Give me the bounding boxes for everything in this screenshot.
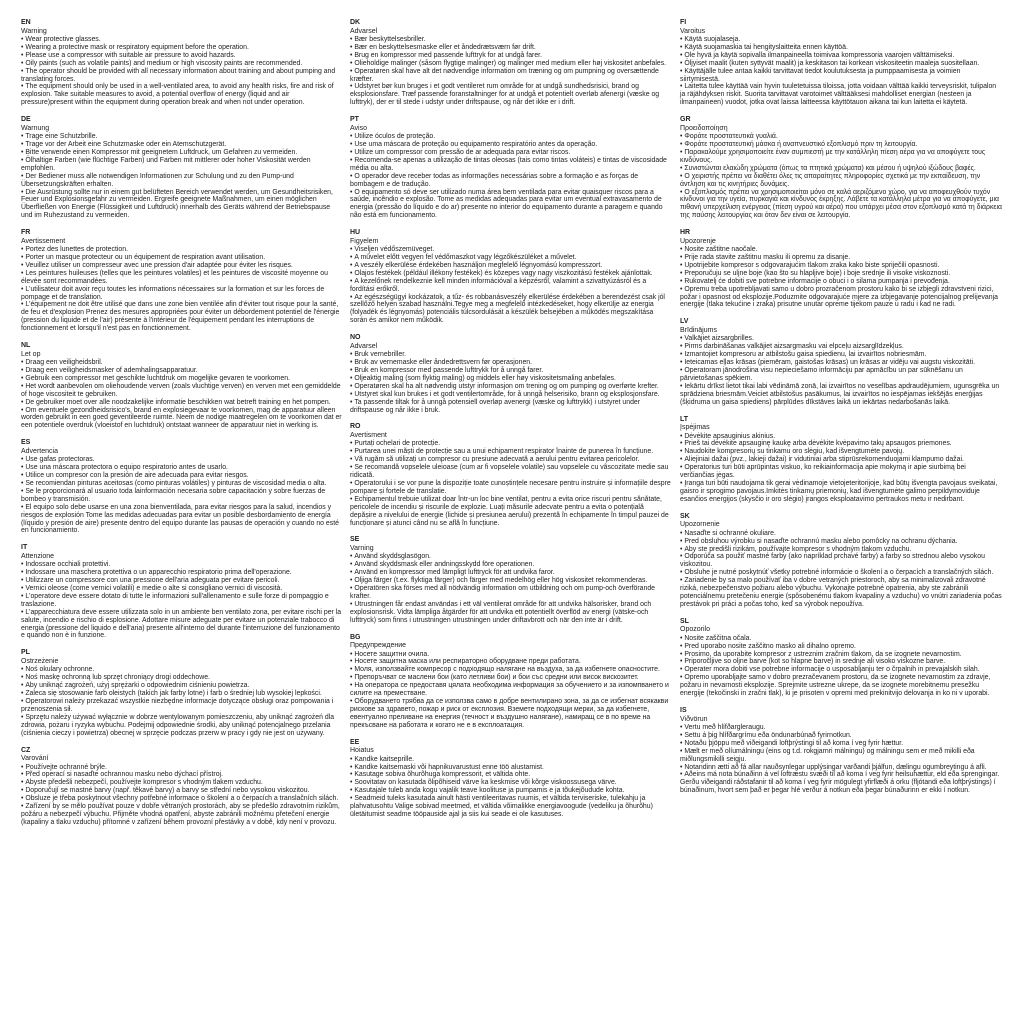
warning-item: • Ieteicamas eļļas krāsas (piemēram, gaistošas krāsas) un krāsas ar vidēju vai augstu viskozitāti.	[680, 359, 1002, 367]
warning-item: • Ο εξοπλισμός πρέπει να χρησιμοποιείται μόνο σε καλά αεριζόμενο χώρο, για να αποφευχθούν τυχόν κίνδυνοι για την υγεία, πυρκαγιά και κίνδυνος έκρηξης. Λάβετε τα κατάλληλα μέτρα για να αποφύγετε, μια πιθανή υπερχείλιση ενέργειας (πίεση υγρού και αέρα) που υπάρχει μέσα στον εξοπλισμό κατά τη διάρκεια της παύσης λειτουργίας και όταν δεν είναι σε λειτουργία.	[680, 189, 1002, 221]
warning-section-se	[350, 536, 672, 624]
language-code: PT	[350, 116, 359, 124]
warning-item: • На оператора се предоставя цялата необходима информация за обучението и за изпомпването и силите на преместване.	[350, 682, 672, 698]
warning-section-gr	[680, 116, 1002, 220]
warning-list	[350, 651, 672, 730]
warning-item: • Använd skyddsglasögon.	[350, 553, 672, 561]
warning-section-en	[21, 19, 343, 107]
warning-section-pt	[350, 116, 672, 220]
warning-title: Avertissement	[21, 237, 66, 245]
warning-item: • Käytä suojalaseja.	[680, 36, 1002, 44]
warning-item: • Zariadenie by sa malo používať iba v dobre vetraných priestoroch, aby sa minimalizovali zdravotné riziká, nebezpečenstvo požiaru alebo výbuchu. Vykonajte potrebné opatrenia, aby ste zabránili potenciálnemu pretečeniu energie (spôsobenému tlakom kvapaliny a vzduchu) vo vnútri zariadenia počas prestávok pri práci a počas toho, keď sa výrobok nepoužíva.	[680, 577, 1002, 609]
warning-list	[21, 764, 343, 827]
warning-item: • Zařízení by se mělo používat pouze v dobře větraných prostorách, aby se předešlo zdravotním rizikům, požáru a nebezpečí výbuchu. Přijměte vhodná opatření, abyste zabránili možnému přetečení energie (kapaliny a tlaku vzduchu) přítomné v zařízení během provozní přestávky a v době, kdy není v provozu.	[21, 803, 343, 827]
warning-item: • Operatøren skal ha alt nødvendig utstyr informasjon om trening og om pumping og overførte krefter.	[350, 383, 672, 391]
warning-item: • Operatören ska förses med all nödvändig information om utbildning och om pump-och överförande krafter.	[350, 585, 672, 601]
warning-item: • The equipment should only be used in a well-ventilated area, to avoid any health risks, fire and risk of explosion. Take suitable measures to avoid, a potential overflow of energy (liquid and air pressure)present within the equipment during operation break and when not under operation.	[21, 83, 343, 107]
warning-item: • Bruk av vernemaske eller åndedrettsvern før operasjonen.	[350, 359, 672, 367]
warning-item: • Vă rugăm să utilizați un compresor cu presiune adecvată a aerului pentru evitarea pericolelor.	[350, 456, 672, 464]
warning-item: • Prieš tai dėvėkite apsauginę kaukę arba dėvėkite kvėpavimo takų apsaugos priemones.	[680, 440, 1002, 448]
language-code: NO	[350, 334, 361, 342]
warning-item: • Vertu með hlífðargleraugu.	[680, 724, 1002, 732]
warning-item: • Käyttäjälle tulee antaa kaikki tarvittavat tiedot koulutuksesta ja pumppaamisesta ja voimien siirtymisestä.	[680, 68, 1002, 84]
warning-item: • Abyste předešli nebezpečí, používejte kompresor s vhodným tlakem vzduchu.	[21, 779, 343, 787]
warning-item: • Оборудването трябва да се използва само в добре вентилирано зона, за да се избегнат всякакви рискове за здравето, пожар и риск от експлозия. Вземете подходящи мерки, за да избегнете, евентуално преливане на енергия (течност и въздушно налягане), намиращ се в по време на прекъсване на работата и когато не е в експлоатация.	[350, 698, 672, 730]
warning-list	[680, 335, 1002, 406]
warning-item: • Opremo uporabljajte samo v dobro prezračevanem prostoru, da se izognete nevarnostim za zdravje, požaru in nevarnosti eksplozije. Sprejmite ustrezne ukrepe, da se izognete morebitnemu presežku energije (tekočinski in zračni tlak), ki je prisoten v opremi med prekinitvijo delovanja in ko ni v uporabi.	[680, 674, 1002, 698]
warning-item: • Priporočljive so oljne barve (kot so hlapne barve) in srednje ali visoko viskozne barve.	[680, 658, 1002, 666]
language-code: DK	[350, 19, 361, 26]
warning-section-bg	[350, 634, 672, 730]
warning-item: • Iekārtu drīkst lietot tikai labi vēdināmā zonā, lai izvairītos no veselības apdraudējumiem, ugunsgrēka un sprādziena briesmām.Veiciet atbilstošus pasākumus, lai izvairītos no iespējamas iekšējās enerģijas (šķidruma un gaisa spiediens) pārplūdes dīkstāves laikā un iekārtas nedarbošanās laikā.	[680, 383, 1002, 407]
warning-item: • Oljeaktig maling (som flyktig maling) og middels eller høy viskositetsmaling anbefales.	[350, 375, 672, 383]
warning-item: • Kandke kaitseprille.	[350, 756, 672, 764]
warning-section-lv	[680, 318, 1002, 406]
warning-title: Warning	[21, 27, 47, 35]
warning-item: • Draag een veiligheidsmasker of ademhalingsapparatuur.	[21, 367, 343, 375]
language-code: SL	[680, 617, 689, 625]
warning-item: • Echipamentul trebuie utilizat doar într-un loc bine ventilat, pentru a evita orice riscuri pentru sănătate, pericolele de incendiu și riscurile de explozie. Luați măsurile adecvate pentru a evita o potențială depășire a nivelului de energie (lichide și presiunea aerului) prezentă în echipamente în timpul pauzei de funcționare și atunci când nu se află în funcțiune.	[350, 496, 672, 528]
warning-list	[680, 133, 1002, 220]
warning-section-sk	[680, 513, 1002, 609]
column-right	[680, 19, 1002, 804]
language-code: PL	[21, 649, 30, 657]
warning-item: • Kandke kaitsemaski või hapnikuvarustust enne töö alustamist.	[350, 764, 672, 772]
warning-title: Attenzione	[21, 552, 55, 560]
warning-title: Advarsel	[350, 27, 378, 35]
warning-item: • Kasutajale tuleb anda kogu vajalik teave koolituse ja pumpamis e ja tõukejõudude kohta.	[350, 787, 672, 795]
warning-item: • Olieholdige malinger (såsom flygtige malinger) og malinger med medium eller høj viskositet anbefales.	[350, 60, 672, 68]
warning-item: • Olajos festékek (például illékony festékek) és közepes vagy nagy viszkozitású festékek ajánlottak.	[350, 270, 672, 278]
warning-item: • Settu á þig hlífðargrímu eða öndunarbúnað fyrirnotkun.	[680, 732, 1002, 740]
warning-list	[680, 724, 1002, 795]
warning-item: • Se recomiendan pinturas aceitosas (como pinturas volátiles) y pinturas de viscosidad media o alta.	[21, 480, 343, 488]
warning-item: • Operatøren skal have alt det nødvendige information om træning og om pumpning og oversættende kræfter.	[350, 68, 672, 84]
warning-list	[350, 553, 672, 624]
warning-title: Įspėjimas	[680, 424, 710, 432]
language-code: LT	[680, 415, 689, 423]
warning-title: Hoiatus	[350, 747, 374, 755]
warning-item: • Use uma máscara de proteção ou equipamento respiratório antes da operação.	[350, 141, 672, 149]
warning-title: Viðvörun	[680, 715, 708, 723]
warning-item: • Soovitatav on kasutada õlipõhiseid värve ka keskmise või kõrge viskoossusega värve.	[350, 779, 672, 787]
warning-item: • Viseljen védőszemüveget.	[350, 246, 672, 254]
warning-item: • Pirms darbināšanas valkājiet aizsargmasku vai elpceļu aizsarglīdzekļus.	[680, 343, 1002, 351]
warning-item: • Носете защитна маска или респираторно оборудване преди работата.	[350, 658, 672, 666]
warning-list	[350, 36, 672, 107]
warning-section-fr	[21, 229, 343, 333]
warning-item: • De gebruiker moet over alle noodzakelijke informatie beschikken wat betreft training en het pompen.	[21, 399, 343, 407]
warning-item: • Nasaďte si ochranné okuliare.	[680, 530, 1002, 538]
warning-list	[350, 440, 672, 527]
warning-section-pl	[21, 649, 343, 737]
warning-item: • Operatorului i se vor pune la dispoziție toate cunoștințele necesare pentru instruire și informațiile despre pompare și fortele de translatie.	[350, 480, 672, 496]
warning-title: Advarsel	[350, 342, 378, 350]
warning-item: • Please use a compressor with suitable air pressure to avoid hazards.	[21, 52, 343, 60]
warning-item: • Käytä suojamaskia tai hengityslaitteita ennen käyttöä.	[680, 44, 1002, 52]
warning-item: • Använd en kompressor med lämpligt lufttryck för att undvika faror.	[350, 569, 672, 577]
warning-item: • Συνιστώνται ελαιώδη χρώματα (όπως τα πτητικά χρώματα) και μέσου ή υψηλού ιξώδους βαφές.	[680, 165, 1002, 173]
warning-item: • Nosite zaštitne naočale.	[680, 246, 1002, 254]
warning-item: • Operater mora dobiti vse potrebne informacije o usposabljanju ter o črpalnih in prevajalskih silah.	[680, 666, 1002, 674]
warning-item: • Před operací si nasaďte ochrannou masku nebo dýchací přístroj.	[21, 771, 343, 779]
warning-item: • Pred obsluhou výrobku si nasaďte ochrannú masku alebo pomôcky na ochranu dýchania.	[680, 538, 1002, 546]
warning-title: Opozorilo	[680, 626, 710, 634]
warning-section-de	[21, 116, 343, 220]
warning-item: • Izmantojiet kompresoru ar atbilstošu gaisa spiedienu, lai izvairītos nobriesmām.	[680, 351, 1002, 359]
language-code: SE	[350, 536, 360, 544]
warning-item: • Notaðu þjöppu með viðeigandi loftþrýstingi til að koma í veg fyrir hættur.	[680, 740, 1002, 748]
warning-section-es	[21, 439, 343, 535]
warning-section-cz	[21, 747, 343, 827]
warning-item: • El equipo solo debe usarse en una zona bienventilada, para evitar riesgos para la salud, incendios y riesgos de explosión Tome las medidas adecuadas para evitar un posible desbordamiento de energía (líquido y presión de aire) presente dentro del equipo durante las pausas de operación y cuando no esté en funcionamiento.	[21, 504, 343, 536]
warning-title: Aviso	[350, 124, 367, 132]
warning-item: • Die Ausrüstung sollte nur in einem gut belüfteten Bereich verwendet werden, um Gesundheitsrisiken, Feuer und Explosionsgefahr zu vermeiden. Ergreife geeignete Maßnahmen, um einen möglichen Überfließen von Energie (Flüssigkeit und Luftdruck) innerhalb des Geräts während der Betriebspause und im Ruhezustand zu vermeiden.	[21, 189, 343, 221]
warning-item: • Įranga turi būti naudojama tik gerai vėdinamoje vietojeteritorijoje, kad būtų išvengta pavojaus sveikatai, gaisro ir sprogimo pavojaus.Imkitės tinkamų priemonių, kad išvengtumėte galimo perpildymoviduje esančios energijos (skysčio ir oro slėgio) įrangos eksploatavimo pertraukos metu ir nedirbant.	[680, 480, 1002, 504]
warning-item: • L'équipement ne doit être utilisé que dans une zone bien ventilée afin d'éviter tout risque pour la santé, de feu et d'explosion Prenez des mesures appropriées pour éviter un débordement potentiel de l'énergie (pression du liquide et de l'air) présente à l'intérieur de l'équipement pendant les interruptions de fonctionnement et lorsqu'il n'est pas en fonctionnement.	[21, 301, 343, 333]
warning-item: • Notandinn ætti að fá allar nauðsynlegar upplýsingar varðandi þjálfun, dælingu ogumbreytingu á afli.	[680, 764, 1002, 772]
language-code: SK	[680, 512, 690, 520]
warning-item: • Bær en beskyttelsesmaske eller et åndedrætsværn før drift.	[350, 44, 672, 52]
warning-item: • Wearing a protective mask or respiratory equipment before the operation.	[21, 44, 343, 52]
warning-item: • Operatorius turi būti aprūpintas viskuo, ko reikiainformacija apie mokymą ir apie siurbimą bei verčiančias jėgas.	[680, 464, 1002, 480]
warning-item: • Noś maskę ochronną lub sprzęt chroniący drogi oddechowe.	[21, 674, 343, 682]
warning-item: • Se le proporcionará al usuario toda lainformación necesaria sobre capacitación y sobre fuerzas de bombeo y transmisión.	[21, 488, 343, 504]
warning-section-is	[680, 707, 1002, 795]
warning-section-sl	[680, 618, 1002, 698]
warning-item: • Utilize óculos de proteção.	[350, 133, 672, 141]
warning-item: • Aby ste predišli rizikám, používajte kompresor s vhodným tlakom vzduchu.	[680, 546, 1002, 554]
warning-item: • A veszély elkerülése érdekében használjon megfelelő légnyomású kompresszort.	[350, 262, 672, 270]
warning-item: • Носете защитни очила.	[350, 651, 672, 659]
warning-section-ee	[350, 739, 672, 819]
warning-item: • Φοράτε προστατευτικά γυαλιά.	[680, 133, 1002, 141]
warning-title: Ostrzeżenie	[21, 657, 59, 665]
column-left	[21, 19, 343, 836]
warning-title: Brīdinājums	[680, 326, 717, 334]
warning-item: • Brug en kompressor med passende lufttryk for at undgå farer.	[350, 52, 672, 60]
warning-item: • Kasutage sobiva õhurõhuga kompressorit, et vältida ohte.	[350, 771, 672, 779]
language-code: IT	[21, 544, 28, 552]
warning-title: Προειδοποίηση	[680, 124, 728, 132]
warning-item: • Utilice un compresor con la presión de aire adecuada para evitar riesgos.	[21, 472, 343, 480]
warning-item: • Ta passende tiltak for å unngå potensiell overløp avenergi (væske og lufttrykk) i utstyret under driftspause og når ikke i bruk.	[350, 399, 672, 415]
warning-list	[350, 351, 672, 414]
warning-title: Advertencia	[21, 447, 58, 455]
warning-item: • Doporučují se mastné barvy (např. těkavé barvy) a barvy se střední nebo vysokou viskozitou.	[21, 787, 343, 795]
warning-item: • Aliejiniai dažai (pvz., lakieji dažai) ir vidutiniai arba stiprūsrekomenduojami klampumo dažai.	[680, 456, 1002, 464]
warning-section-dk	[350, 19, 672, 107]
warning-item: • Ο χειριστής πρέπει να διαθέτει όλες τις απαραίτητες πληροφορίες σχετικά με την εκπαίδευση, την άντληση και τις κινητήριες δυνάμεις.	[680, 173, 1002, 189]
warning-item: • Sprzętu należy używać wyłącznie w dobrze wentylowanym pomieszczeniu, aby uniknąć zagrożeń dla zdrowia, pożaru i ryzyka wybuchu. Podejmij odpowiednie środki, aby uniknąć potencjalnego przelania (ciśnienia cieczy i powietrza) obecnej w sprzęcie podczas przerw w pracy i gdy nie jest on używany.	[21, 714, 343, 738]
language-code: EN	[21, 19, 31, 26]
warning-section-it	[21, 544, 343, 640]
warning-list	[680, 635, 1002, 698]
warning-section-no	[350, 334, 672, 414]
language-code: NL	[21, 342, 31, 350]
warning-item: • L'operatore deve essere dotato di tutte le informazioni sull'allenamento e sulle forze di pompaggio e traslazione.	[21, 593, 343, 609]
language-code: RO	[350, 423, 361, 431]
warning-list	[21, 36, 343, 107]
warning-title: Let op	[21, 350, 41, 358]
warning-list	[680, 530, 1002, 609]
warning-item: • Use gafas protectoras.	[21, 456, 343, 464]
warning-item: • Portez des lunettes de protection.	[21, 246, 343, 254]
warning-item: • Bær beskyttelsesbriller.	[350, 36, 672, 44]
warning-item: • Моля, използвайте компресор с подходящо налягане на въздуха, за да избегнете опасностите.	[350, 666, 672, 674]
warning-item: • Utilizzare un compressore con una pressione dell'aria adeguata per evitare pericoli.	[21, 577, 343, 585]
warning-section-lt	[680, 416, 1002, 504]
warning-item: • Bruk en kompressor med passende lufttrykk for å unngå farer.	[350, 367, 672, 375]
warning-list	[350, 133, 672, 220]
warning-section-fi	[680, 19, 1002, 107]
warning-section-nl	[21, 342, 343, 430]
warning-title: Varování	[21, 755, 49, 763]
warning-item: • Prije rada stavite zaštitnu masku ili opremu za disanje.	[680, 254, 1002, 262]
warning-list	[21, 456, 343, 535]
warning-item: • Aby uniknąć zagrożeń, użyj sprężarki o odpowiednim ciśnieniu powietrza.	[21, 682, 343, 690]
warning-item: • Porter un masque protecteur ou un équipement de respiration avant utilisation.	[21, 254, 343, 262]
warning-list	[680, 246, 1002, 309]
warning-item: • Trage eine Schutzbrille.	[21, 133, 343, 141]
language-code: EE	[350, 738, 360, 746]
warning-item: • Obsluhe je nutné poskytnúť všetky potrebné informácie o školení a o čerpacích a translačných silách.	[680, 569, 1002, 577]
warning-list	[350, 756, 672, 819]
warning-item: • Bruk vernebriller.	[350, 351, 672, 359]
warning-item: • Bitte verwende einen Kompressor mit geeignetem Luftdruck, um Gefahren zu vermeiden.	[21, 149, 343, 157]
language-code: DE	[21, 116, 31, 124]
warning-item: • Use una máscara protectora o equipo respiratorio antes de usarlo.	[21, 464, 343, 472]
warning-item: • Wear protective glasses.	[21, 36, 343, 44]
warning-item: • Purtarea unei măști de protecție sau a unui echipament respirator înainte de punerea în funcțiune.	[350, 448, 672, 456]
warning-item: • Препоръчват се маслени бои (като летливи бои) и бои със средни или висок вискозитет.	[350, 674, 672, 682]
warning-item: • Az egészségügyi kockázatok, a tűz- és robbanásveszély elkerülése érdekében a berendezést csak jól szellőző helyen szabad használni.Tegye meg a megfelelő intézkedéseket, hogy elkerülje az energia (folyadék és légnyomás) potenciális túlcsordulását a készülék belsejében a működés megszakítása során és amikor nem működik.	[350, 294, 672, 326]
warning-list	[680, 36, 1002, 107]
warning-item: • Purtați ochelari de protecție.	[350, 440, 672, 448]
warning-item: • The operator should be provided with all necessary information about training and about pumping and translating forces.	[21, 68, 343, 84]
warning-item: • Obsluze je třeba poskytnout všechny potřebné informace o školení a o čerpacích a translačních silách.	[21, 795, 343, 803]
warning-item: • Preporučuju se uljne boje (kao što su hlapljive boje) i boje srednje ili visoke viskoznosti.	[680, 270, 1002, 278]
column-middle	[350, 19, 672, 828]
warning-item: • Naudokite kompresorių su tinkamu oro slėgiu, kad išvengtumėte pavojų.	[680, 448, 1002, 456]
warning-section-ro	[350, 423, 672, 527]
warning-item: • Rukovatelj će dobiti sve potrebne informacije o obuci i o silama pumpanja i prevođenja.	[680, 278, 1002, 286]
warning-item: • Recomenda-se apenas a utilização de tintas oleosas (tais como tintas voláteis) e tintas de viscosidade média ou alta.	[350, 157, 672, 173]
language-code: HR	[680, 229, 691, 237]
warning-item: • Oily paints (such as volatile paints) and medium or high viscosity paints are recommended.	[21, 60, 343, 68]
warning-list	[21, 359, 343, 430]
warning-item: • Mælt er með olíumálningu (eins og t.d. rokgjarnri málningu) og málningu sem er með mikilli eða miðlungsmikilli seigju.	[680, 748, 1002, 764]
warning-item: • Prosimo, da uporabite kompresor z ustreznim zračnim tlakom, da se izognete nevarnostim.	[680, 651, 1002, 659]
warning-item: • Vernici oleose (come vernici volatili) e medie o alte si consigliano vernici di viscosità.	[21, 585, 343, 593]
warning-item: • Indossare occhiali protettivi.	[21, 561, 343, 569]
warning-item: • L'utilisateur doit avoir reçu toutes les informations nécessaires sur la formation et sur les forces de pompage et de translation.	[21, 286, 343, 302]
language-code: FI	[680, 19, 687, 26]
warning-item: • Pred uporabo nosite zaščitno masko ali dihalno opremo.	[680, 643, 1002, 651]
warning-item: • Ole hyvä ja käytä sopivalla ilmanpaineella toimivaa kompressoria vaarojen välttämiseksi.	[680, 52, 1002, 60]
warning-title: Warnung	[21, 124, 50, 132]
warning-item: • Les peintures huileuses (telles que les peintures volatiles) et les peintures de viscosité moyenne ou élevée sont recommandées.	[21, 270, 343, 286]
warning-item: • Om eventuele gezondheidsrisico's, brand en explosiegevaar te voorkomen, mag de apparatuur alleen worden gebruikt in een goed geventileerde ruimte. Neem de nodige maatregelen om te voorkomen dat er een potentiele overdruk (vloeistof en luchtdruk) ontstaat wanneer de apparatuur niet in werking is.	[21, 407, 343, 431]
warning-section-hr	[680, 229, 1002, 309]
warning-item: • Utilize um compressor com pressão de ar adequada para evitar riscos.	[350, 149, 672, 157]
warning-item: • Παρακαλούμε χρησιμοποιείτε έναν συμπιεστή με την κατάλληλη πίεση αέρα για να αποφύγετε τους κινδύνους.	[680, 149, 1002, 165]
warning-title: Varoitus	[680, 27, 706, 35]
warning-item: • Operatoram jānodrošina visu nepieciešamo informāciju par apmācību un par sūknēšanu un pārvietošanas spēkiem.	[680, 367, 1002, 383]
warning-item: • Noś okulary ochronne.	[21, 666, 343, 674]
warning-section-hu	[350, 229, 672, 325]
warning-title: Varning	[350, 544, 374, 552]
warning-item: • Öljyiset maalit (kuten syttyvät maalit) ja keskitason tai korkean viskositeetin maaleja suositellaan.	[680, 60, 1002, 68]
language-code: BG	[350, 633, 361, 641]
warning-item: • Trage vor der Arbeit eine Schutzmaske oder ein Atemschutzgerät.	[21, 141, 343, 149]
warning-item: • Utrustningen får endast användas i ett väl ventilerat område för att undvika hälsorisker, brand och explosionsrisk. Vidta lämpliga åtgärder för att undvika ett potentiellt överflöd av energi (vätske-och lufttryck) som finns i utrustningen utrustningen under driftavbrott och när den inte är i drift.	[350, 601, 672, 625]
warning-item: • Utstyret skal kun brukes i et godt ventilertområde, for å unngå helserisiko, brann og eksplosjonsfare.	[350, 391, 672, 399]
warning-item: • Oljiga färger (t.ex. flyktiga färger) och färger med medelhög eller hög viskositet rekommenderas.	[350, 577, 672, 585]
warning-item: • Nosite zaščitna očala.	[680, 635, 1002, 643]
warning-item: • Udstyret bør kun bruges i et godt ventileret rum område for at undgå sundhedsrisici, brand og eksplosionsfare. Træf passende foranstaltninger for at undgå et potentielt overløb afenergi (væske og lufttryk), der er til stede i udstyr under driftspause, og når det ikke er i drift.	[350, 83, 672, 107]
warning-list	[21, 133, 343, 220]
warning-item: • O equipamento só deve ser utilizado numa área bem ventilada para evitar quaisquer riscos para a saúde, incêndio e explosão. Tome as medidas adequadas para evitar um eventual extravasamento de energia (pressão do líquido e do ar) presente no interior do equipamento durante a paragem e quando não está em funcionamento.	[350, 189, 672, 221]
warning-item: • Používejte ochranné brýle.	[21, 764, 343, 772]
warning-item: • L'apparecchiatura deve essere utilizzata solo in un ambiente ben ventilato zona, per evitare rischi per la salute, incendio e rischio di esplosione. Adottare misure adeguate per evitare un potenziale trabocco di energia (pressione del liquido e dell'aria) presente all'interno del durante l'interruzione del funzionamento e quando non è in funzione.	[21, 609, 343, 641]
warning-item: • Zaleca się stosowanie farb oleistych (takich jak farby lotne) i farb o średniej lub wysokiej lepkości.	[21, 690, 343, 698]
warning-item: • Dėvėkite apsauginius akinius.	[680, 433, 1002, 441]
warning-item: • A művelet előtt vegyen fel védőmaszkot vagy légzőkészüléket a művelet.	[350, 254, 672, 262]
warning-list	[350, 246, 672, 325]
warning-title: Предупреждение	[350, 642, 407, 650]
warning-item: • Gebruik een compressor met geschikte luchtdruk om mogelijke gevaren te voorkomen.	[21, 375, 343, 383]
warning-item: • Valkājiet aizsargbrilles.	[680, 335, 1002, 343]
language-code: GR	[680, 116, 691, 124]
language-code: FR	[21, 229, 31, 237]
warning-list	[21, 666, 343, 737]
warning-item: • Φοράτε προστατευτική μάσκα ή αναπνευστικό εξοπλισμό πριν τη λειτουργία.	[680, 141, 1002, 149]
warning-item: • Indossare una maschera protettiva o un apparecchio respiratorio prima dell'operazione.	[21, 569, 343, 577]
warning-item: • Operatorowi należy przekazać wszystkie niezbędne informacje dotyczące obsługi oraz pompowania i przenoszenia sił.	[21, 698, 343, 714]
warning-item: • Upotrijebite kompresor s odgovarajućim tlakom zraka kako biste spriječili opasnosti.	[680, 262, 1002, 270]
warning-title: Figyelem	[350, 237, 379, 245]
warning-item: • Aðeins má nota búnaðinn á vel loftræstu svæði til að koma í veg fyrir heilsuhættur, eld eða sprengingar. Gerðu viðeigandi ráðstafanir til að koma í veg fyrir mögulegt yfirflæði á orku (fljótandi eða loftþrýstings) í búnaðinum, hvort sem það er þegar hlé verður á notkun eða þegar búnaðurinn er ekki í notkun.	[680, 771, 1002, 795]
warning-item: • A kezelőnek rendelkeznie kell minden információval a képzésről, valamint a szivattyúzásról és a fordítási erőkről.	[350, 278, 672, 294]
language-code: IS	[680, 707, 687, 714]
warning-item: • Draag een veiligheidsbril.	[21, 359, 343, 367]
warning-list	[680, 433, 1002, 504]
warning-item: • Använd skyddsmask eller andningsskydd före operationen.	[350, 561, 672, 569]
warning-item: • Veuillez utiliser un compresseur avec une pression d'air adaptée pour éviter les risques.	[21, 262, 343, 270]
warning-item: • Opremu treba upotrebljavati samo u dobro prozračenom prostoru kako bi se izbjegli zdravstveni rizici, požar i opasnost od eksplozije.Poduzmite odgovarajuće mjere za izbjegavanje potencijalnog prelijevanja energije (tlaka tekućine i zraka) prisutne unutar opreme tijekom pauze u radu i kad ne radi.	[680, 286, 1002, 310]
warning-item: • O operador deve receber todas as informações necessárias sobre a formação e as forças de bombagem e de tradução.	[350, 173, 672, 189]
warning-item: • Se recomandă vopselele uleioase (cum ar fi vopselele volatile) sau vopselele cu vâscozitate medie sau ridicată.	[350, 464, 672, 480]
warning-item: • Der Bediener muss alle notwendigen Informationen zur Schulung und zu den Pump-und Übersetzungskräften erhalten.	[21, 173, 343, 189]
warning-item: • Seadmeid tuleks kasutada ainult hästi ventileeritavas ruumis, et vältida terviseriske, tulekahju ja plahvatusohtu Valige sobivad meetmed, et vältida võimalikke energiavoogude (vedeliku ja õhurõhu) ületäitumist seadme tööpauside ajal ja siis kui seade ei ole kasutuses.	[350, 795, 672, 819]
warning-title: Upozornenie	[680, 521, 720, 529]
warning-title: Avertisment	[350, 431, 387, 439]
warning-item: • Laitetta tulee käyttää vain hyvin tuuletetuissa tiloissa, jotta voidaan välttää kaikki terveysriskit, tulipalon ja räjähdyksen riskit. Suorita tarvittavat varotoimet välttääksesi mahdolliset energian (nesteen ja ilmanpaineen) vuodot, jotka ovat laissa laitteessa käyttötauon aikana tai kun laitetta ei käytetä.	[680, 83, 1002, 107]
warning-list	[21, 561, 343, 640]
language-code: CZ	[21, 746, 31, 754]
warning-item: • Odporúča sa použiť mastné farby (ako napríklad prchavé farby) a farby so strednou alebo vysokou viskozitou.	[680, 553, 1002, 569]
warning-item: • Het wordt aanbevolen om oliehoudende verven (zoals vluchtige verven) en verven met een gemiddelde of hoge viscositeit te gebruiken.	[21, 383, 343, 399]
language-code: HU	[350, 229, 361, 237]
warning-list	[21, 246, 343, 333]
warning-item: • Ölhaltige Farben (wie flüchtige Farben) und Farben mit mittlerer oder hoher Viskosität werden empfohlen.	[21, 157, 343, 173]
warning-title: Upozorenje	[680, 237, 716, 245]
language-code: ES	[21, 439, 31, 447]
language-code: LV	[680, 318, 689, 326]
